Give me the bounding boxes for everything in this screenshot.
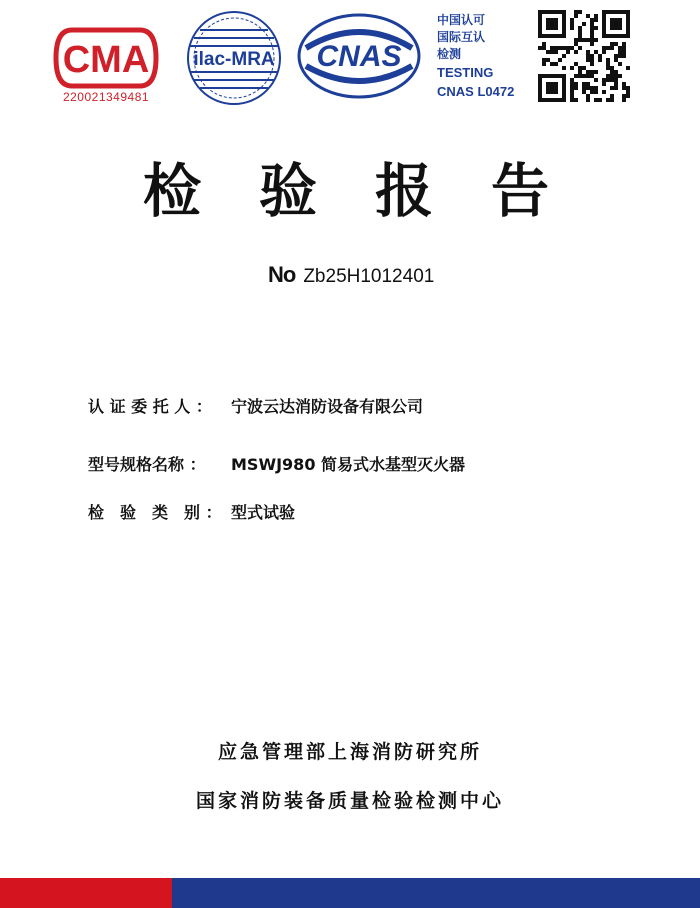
field-value: 型式试验 <box>231 503 296 522</box>
cnas-info-line: 中国认可 <box>437 13 486 27</box>
report-number-label: No <box>268 262 296 287</box>
report-title: 检验报告 <box>142 157 607 225</box>
qr-code <box>538 10 630 102</box>
footer-bar-blue <box>172 878 700 908</box>
cnas-logo-text: CNAS <box>316 40 402 73</box>
cnas-info <box>437 12 537 101</box>
cnas-logo <box>296 12 422 100</box>
cma-logo <box>52 24 160 92</box>
report-number <box>268 262 434 288</box>
ilac-mra-logo <box>178 8 290 108</box>
institute-name: 应急管理部上海消防研究所 <box>217 741 482 763</box>
cnas-info-line: 检测 <box>437 47 462 61</box>
cma-logo-text: CMA <box>62 39 150 81</box>
field-model <box>88 452 465 475</box>
report-number-value: Zb25H1012401 <box>303 266 435 287</box>
cnas-info-line: 国际互认 <box>437 30 486 44</box>
ilac-logo-text: ilac-MRA <box>193 49 275 70</box>
cnas-info-line: TESTING <box>437 65 494 80</box>
field-test-type <box>88 500 295 523</box>
field-value: 宁波云达消防设备有限公司 <box>231 397 424 416</box>
cma-number: 220021349481 <box>62 90 150 104</box>
field-label: 认 证 委 托 人 ： <box>88 397 212 416</box>
field-client <box>88 394 423 417</box>
field-label: 检 验 类 别 ： <box>88 503 222 522</box>
field-value: MSWJ980 简易式水基型灭火器 <box>231 455 466 474</box>
footer-bar-red <box>0 878 172 908</box>
institute-name: 国家消防装备质量检验检测中心 <box>195 790 504 812</box>
field-label: 型号规格名称 ： <box>88 455 206 474</box>
cnas-info-line: CNAS L0472 <box>437 84 515 99</box>
